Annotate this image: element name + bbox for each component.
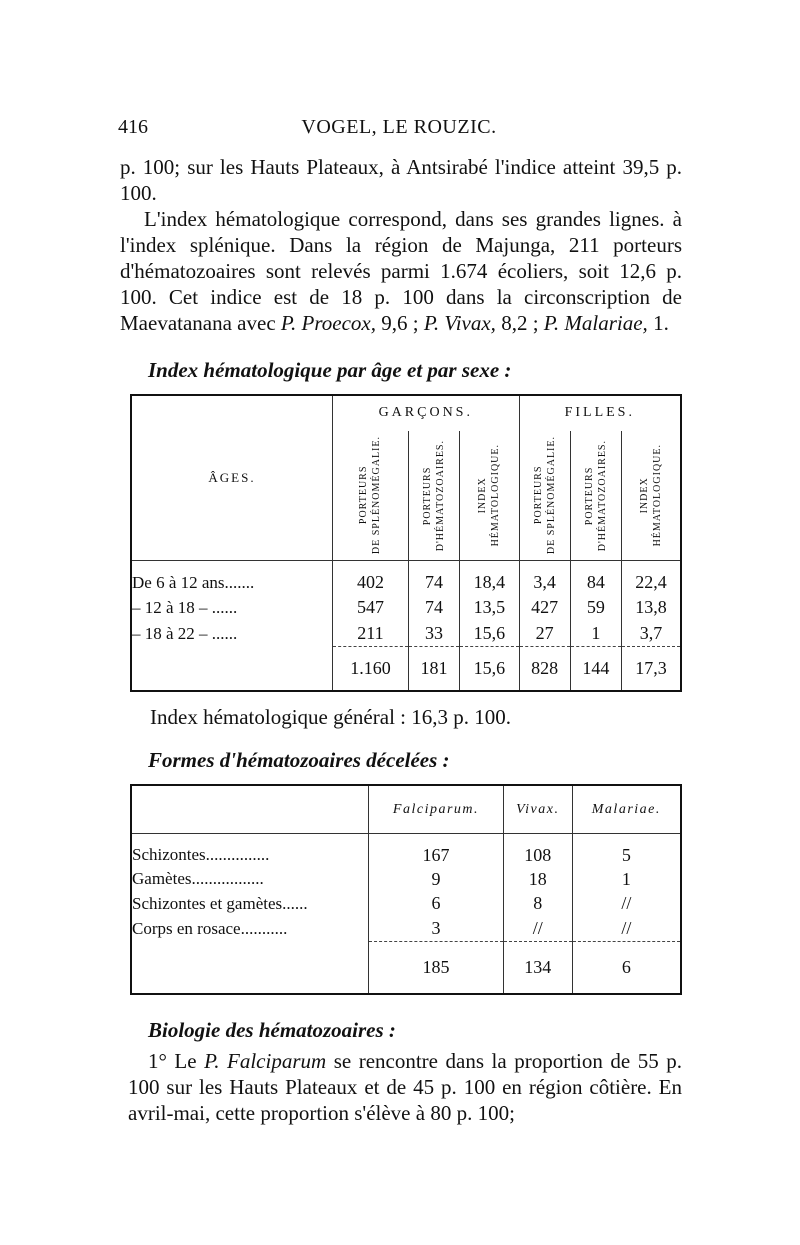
- row-label: Corps en rosace...........: [132, 918, 288, 938]
- totals-row: [132, 647, 680, 690]
- cell: 74: [408, 561, 459, 595]
- page-header: [118, 116, 680, 146]
- col-falciparum: Falciparum.: [369, 786, 504, 834]
- table-row: [132, 621, 680, 647]
- table2-caption: Formes d'hématozoaires décelées :: [148, 748, 450, 772]
- cell: 5: [572, 834, 680, 867]
- age-sex-table: [130, 394, 682, 692]
- cell: 15,6: [460, 621, 519, 647]
- total-cell: 15,6: [460, 647, 519, 690]
- cell: //: [572, 916, 680, 941]
- total-cell: 185: [369, 941, 504, 993]
- cell: 3,7: [621, 621, 680, 647]
- bio-text-a: 1° Le: [148, 1049, 205, 1073]
- cell: 1: [572, 867, 680, 892]
- boys-col-splenomegaly: PORTEURS DE SPLÉNOMÉGALIE.: [358, 436, 383, 555]
- total-cell: 144: [570, 647, 621, 690]
- table-row: [132, 561, 680, 595]
- girls-col-hematozoa: PORTEURS D'HÉMATOZOAIRES.: [583, 439, 608, 551]
- boys-col-index: INDEX HÉMATOLOGIQUE.: [477, 444, 502, 547]
- value-vivax: 8,2 ;: [495, 311, 544, 335]
- totals-row: [132, 941, 680, 993]
- row-label: Gamètes.................: [132, 869, 264, 889]
- species-proecox: P. Proecox,: [280, 311, 376, 335]
- girls-col-index: INDEX HÉMATOLOGIQUE.: [638, 444, 663, 547]
- ages-header: ÂGES.: [132, 396, 333, 561]
- table-row: [132, 916, 680, 941]
- row-label: De 6 à 12 ans.......: [132, 572, 255, 592]
- general-index: Index hématologique général : 16,3 p. 100.: [150, 705, 511, 729]
- boys-col-hematozoa: PORTEURS D'HÉMATOZOAIRES.: [421, 439, 446, 551]
- cell: 22,4: [621, 561, 680, 595]
- value-malariae: 1.: [647, 311, 669, 335]
- cell: 18,4: [460, 561, 519, 595]
- girls-group-header: FILLES.: [519, 396, 680, 431]
- cell: 59: [570, 595, 621, 621]
- cell: 6: [369, 892, 504, 917]
- intro-text: [120, 154, 682, 336]
- biology-paragraph: [128, 1048, 682, 1126]
- row-label: – 18 à 22 – ......: [132, 623, 238, 643]
- girls-col-splenomegaly: PORTEURS DE SPLÉNOMÉGALIE.: [532, 436, 557, 555]
- intro-paragraph-1: p. 100; sur les Hauts Plateaux, à Antsirabé l'indice atteint 39,5 p. 100.: [120, 155, 682, 205]
- species-malariae: P. Malariae,: [543, 311, 648, 335]
- total-cell: 17,3: [621, 647, 680, 690]
- value-proecox: 9,6 ;: [375, 311, 424, 335]
- cell: 108: [503, 834, 572, 867]
- table-row: [132, 834, 680, 867]
- total-cell: 134: [503, 941, 572, 993]
- col-vivax: Vivax.: [503, 786, 572, 834]
- page-number: 416: [118, 116, 148, 138]
- col-malariae: Malariae.: [572, 786, 680, 834]
- cell: 427: [519, 595, 570, 621]
- cell: 74: [408, 595, 459, 621]
- cell: 3: [369, 916, 504, 941]
- table-row: [132, 867, 680, 892]
- biology-heading: Biologie des hématozoaires :: [148, 1018, 396, 1042]
- cell: 18: [503, 867, 572, 892]
- row-label: – 12 à 18 – ......: [132, 597, 238, 617]
- cell: 33: [408, 621, 459, 647]
- table1-caption: Index hématologique par âge et par sexe :: [148, 358, 512, 382]
- cell: 8: [503, 892, 572, 917]
- cell: 547: [333, 595, 409, 621]
- cell: //: [503, 916, 572, 941]
- cell: 9: [369, 867, 504, 892]
- cell: 27: [519, 621, 570, 647]
- running-title: VOGEL, LE ROUZIC.: [301, 116, 497, 138]
- row-label: Schizontes...............: [132, 845, 270, 865]
- cell: 84: [570, 561, 621, 595]
- cell: 13,5: [460, 595, 519, 621]
- cell: //: [572, 892, 680, 917]
- total-cell: 828: [519, 647, 570, 690]
- total-cell: 181: [408, 647, 459, 690]
- cell: 3,4: [519, 561, 570, 595]
- bio-text-c: se rencontre dans la proportion de 55 p. 100 sur les Hauts Plateaux et de 45 p. 100 en région côtière. En avril-mai, cette proportion s'élève à 80 p. 100;: [128, 1049, 683, 1125]
- species-vivax: P. Vivax,: [423, 311, 496, 335]
- cell: 211: [333, 621, 409, 647]
- intro-paragraph-2: [120, 206, 682, 336]
- row-label: Schizontes et gamètes......: [132, 893, 308, 913]
- cell: 13,8: [621, 595, 680, 621]
- hematozoa-forms-table: [130, 784, 682, 995]
- table-row: [132, 892, 680, 917]
- total-cell: 6: [572, 941, 680, 993]
- table-row: [132, 595, 680, 621]
- total-cell: 1.160: [333, 647, 409, 690]
- cell: 1: [570, 621, 621, 647]
- boys-group-header: GARÇONS.: [333, 396, 520, 431]
- intro-text-a: L'index hématologique correspond, dans ses grandes lignes. à l'index splénique. Dans la région de Majunga, 211 porteurs d'hématozoaires sont relevés parmi 1.674 écoliers, soit 12,6 p. 100. Cet indice est de 18 p. 100 dans la circonscription de Maevatanana avec: [120, 207, 682, 335]
- cell: 402: [333, 561, 409, 595]
- species-falciparum: P. Falciparum: [204, 1049, 327, 1073]
- cell: 167: [369, 834, 504, 867]
